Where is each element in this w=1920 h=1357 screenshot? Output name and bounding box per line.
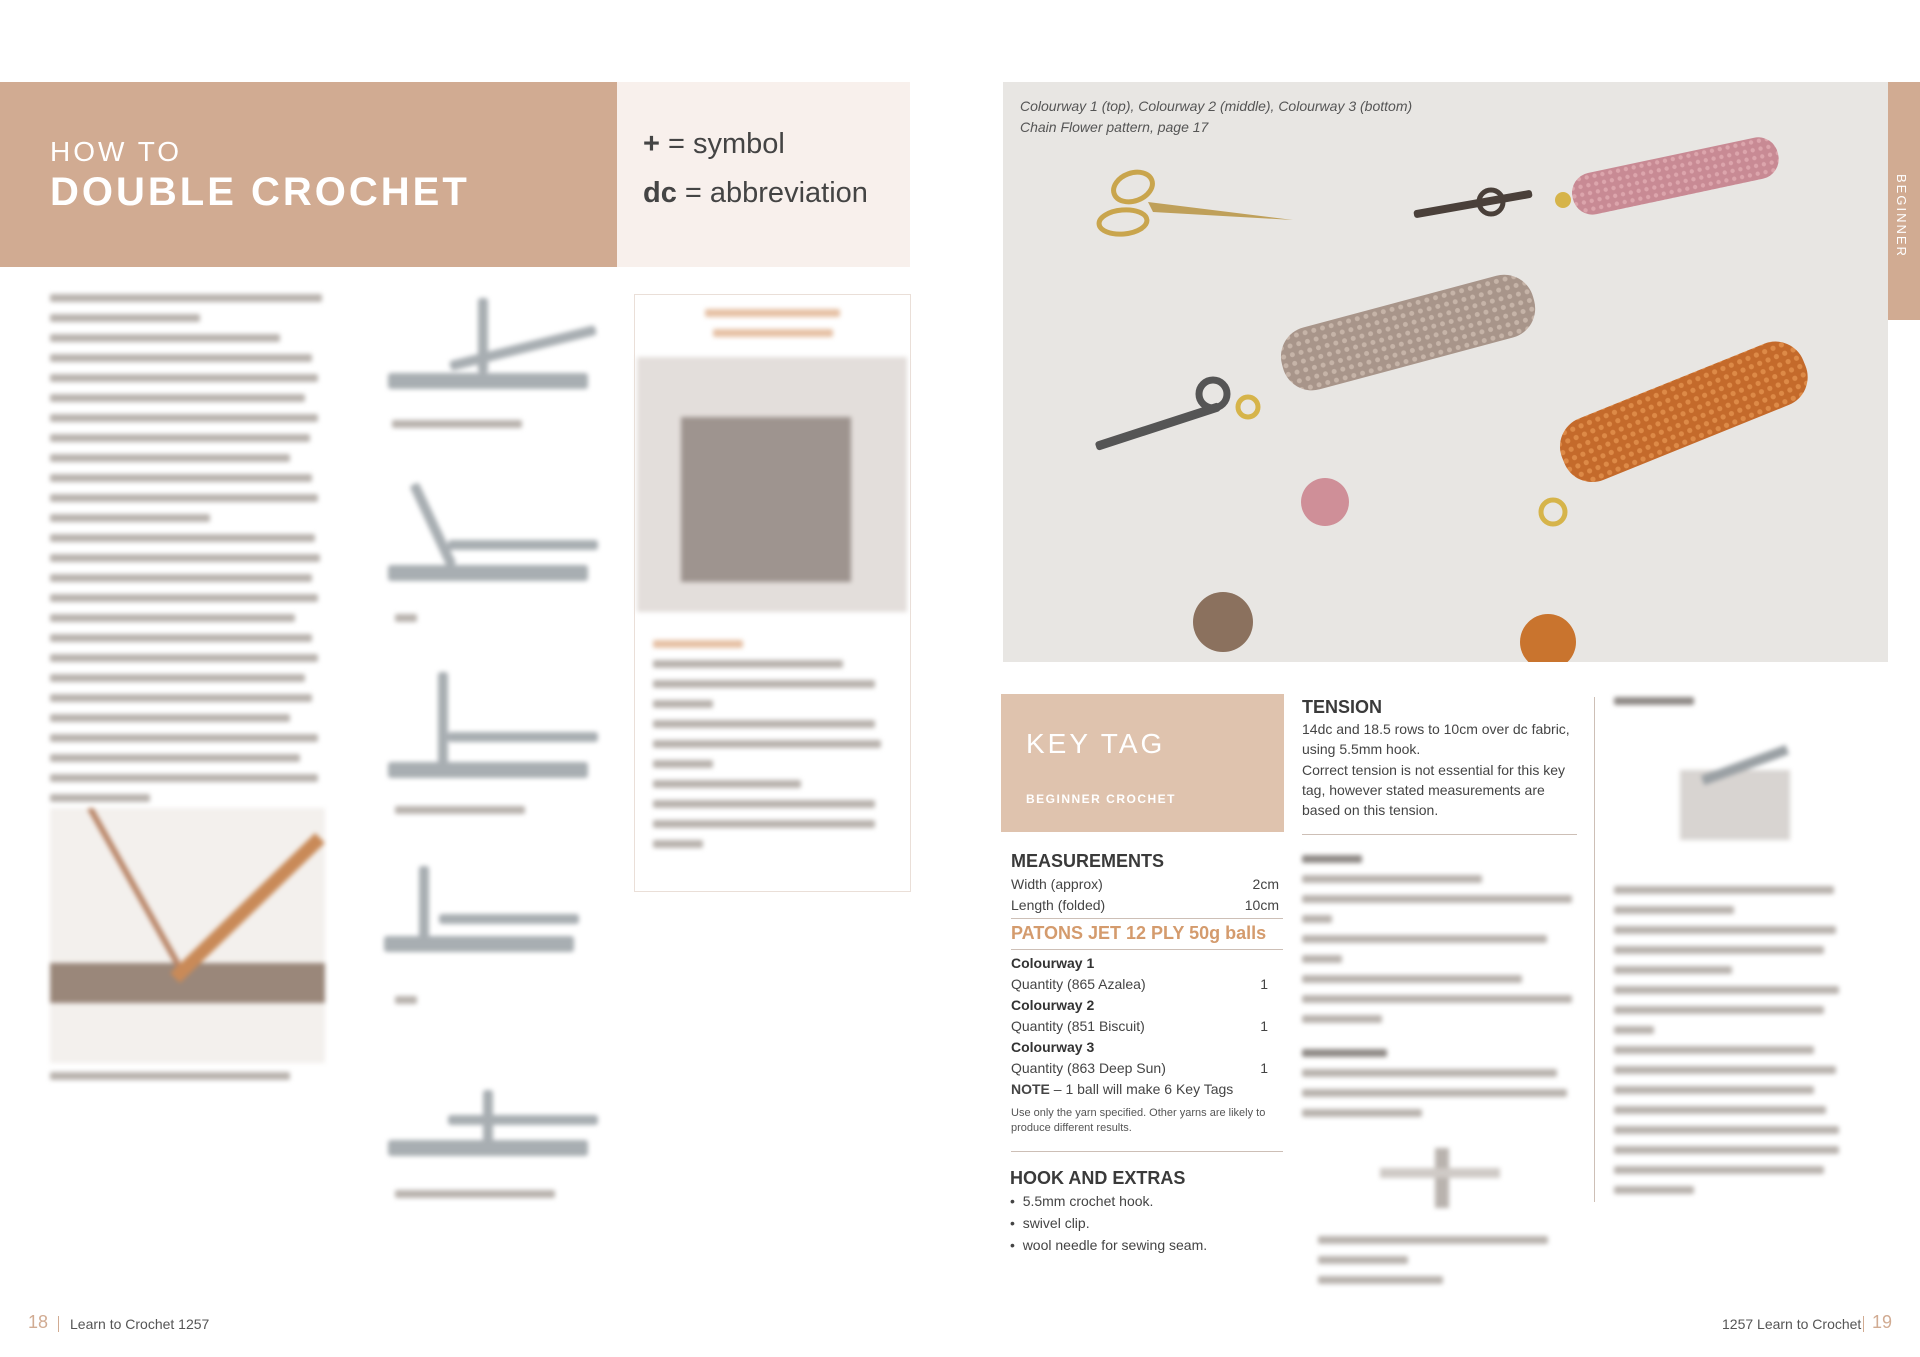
blurred-flat-seam-text	[1614, 886, 1844, 1206]
divider	[1011, 1151, 1283, 1152]
blurred-instructions	[50, 294, 325, 814]
footer-divider	[58, 1316, 59, 1332]
measurement-label: Width (approx)	[1011, 876, 1103, 892]
legend-symbol-glyph: +	[643, 128, 660, 160]
footer-publication-right: 1257 Learn to Crochet	[1722, 1316, 1862, 1332]
quantity-value: 1	[1260, 976, 1268, 992]
level-side-tab-label: BEGINNER	[1894, 174, 1909, 258]
note-label: NOTE	[1011, 1081, 1050, 1097]
colourway-name: Colourway 1	[1011, 955, 1095, 971]
list-item: • 5.5mm crochet hook.	[1010, 1193, 1154, 1209]
quantity-value: 1	[1260, 1018, 1268, 1034]
divider	[1011, 918, 1283, 919]
step-caption	[395, 1190, 555, 1210]
column-divider	[1594, 697, 1595, 1202]
list-item-text: wool needle for sewing seam.	[1022, 1237, 1208, 1253]
colourway-name: Colourway 3	[1011, 1039, 1095, 1055]
hook-photo	[50, 808, 325, 1063]
blurred-flat-seam	[1614, 697, 1844, 717]
legend-abbr-glyph: dc	[643, 177, 677, 209]
measurements-heading: MEASUREMENTS	[1011, 851, 1165, 871]
list-item-text: swivel clip.	[1022, 1215, 1090, 1231]
footer-divider	[1863, 1316, 1864, 1332]
hook-extras-list	[1010, 1191, 1270, 1255]
seam-diagram	[1380, 1148, 1500, 1208]
legend-symbol	[643, 128, 785, 161]
measurement-row	[1011, 876, 1279, 892]
quantity-label: Quantity (851 Biscuit)	[1011, 1018, 1145, 1034]
measurement-label: Length (folded)	[1011, 897, 1106, 913]
tension-swatch-card	[634, 294, 911, 892]
step-caption	[392, 420, 522, 440]
quantity-label: Quantity (865 Azalea)	[1011, 976, 1146, 992]
level-side-tab	[1888, 82, 1920, 320]
legend-abbreviation	[643, 177, 868, 210]
hook-extras-heading: HOOK AND EXTRAS	[1010, 1168, 1186, 1188]
photo-caption-line-2: Chain Flower pattern, page 17	[1020, 119, 1209, 135]
key-tag-photo	[1003, 82, 1888, 662]
divider	[1011, 949, 1283, 950]
page-number-right: 19	[1872, 1312, 1893, 1332]
divider	[1302, 834, 1577, 835]
yarn-note	[1011, 1081, 1279, 1097]
yarn-heading: PATONS JET 12 PLY 50g balls	[1011, 923, 1267, 943]
tension-note: Correct tension is not essential for this key tag, however stated measurements are based on this tension.	[1302, 762, 1566, 818]
photo-caption-line-1: Colourway 1 (top), Colourway 2 (middle), Colourway 3 (bottom)	[1020, 98, 1413, 114]
blurred-key	[1318, 1236, 1548, 1296]
note-text: – 1 ball will make 6 Key Tags	[1049, 1081, 1234, 1097]
colourway-quantity	[1011, 1060, 1268, 1076]
measurement-row	[1011, 897, 1279, 913]
colourway-quantity	[1011, 976, 1268, 992]
colourway-quantity	[1011, 1018, 1268, 1034]
quantity-label: Quantity (863 Deep Sun)	[1011, 1060, 1166, 1076]
measurement-value: 10cm	[1244, 897, 1279, 913]
legend-abbr-text: = abbreviation	[676, 177, 868, 209]
legend-box	[617, 82, 910, 267]
footer-publication-left: Learn to Crochet 1257	[70, 1316, 210, 1332]
list-item: • swivel clip.	[1010, 1215, 1090, 1231]
pattern-level: BEGINNER CROCHET	[1026, 792, 1177, 806]
page-number-left: 18	[28, 1312, 49, 1332]
legend-symbol-text: = symbol	[659, 128, 785, 160]
tension-text: 14dc and 18.5 rows to 10cm over dc fabric, using 5.5mm hook.	[1302, 721, 1570, 757]
list-item: • wool needle for sewing seam.	[1010, 1237, 1208, 1253]
measurement-value: 2cm	[1252, 876, 1279, 892]
hook-photo-caption	[50, 1072, 290, 1092]
title-prefix: HOW TO	[50, 136, 183, 167]
list-item-text: 5.5mm crochet hook.	[1022, 1193, 1154, 1209]
page-title: DOUBLE CROCHET	[50, 170, 470, 214]
step-caption	[395, 996, 417, 1016]
flat-seam-diagram	[1660, 740, 1810, 860]
quantity-value: 1	[1260, 1060, 1268, 1076]
pattern-title: KEY TAG	[1026, 728, 1166, 759]
yarn-disclaimer: Use only the yarn specified. Other yarns are likely to produce different results.	[1011, 1107, 1266, 1134]
colourway-name: Colourway 2	[1011, 997, 1095, 1013]
step-caption	[395, 806, 525, 826]
blurred-pattern-instructions	[1302, 855, 1582, 1129]
tension-heading: TENSION	[1302, 697, 1383, 717]
step-caption	[395, 614, 417, 634]
key-tag-banner	[1001, 694, 1284, 832]
